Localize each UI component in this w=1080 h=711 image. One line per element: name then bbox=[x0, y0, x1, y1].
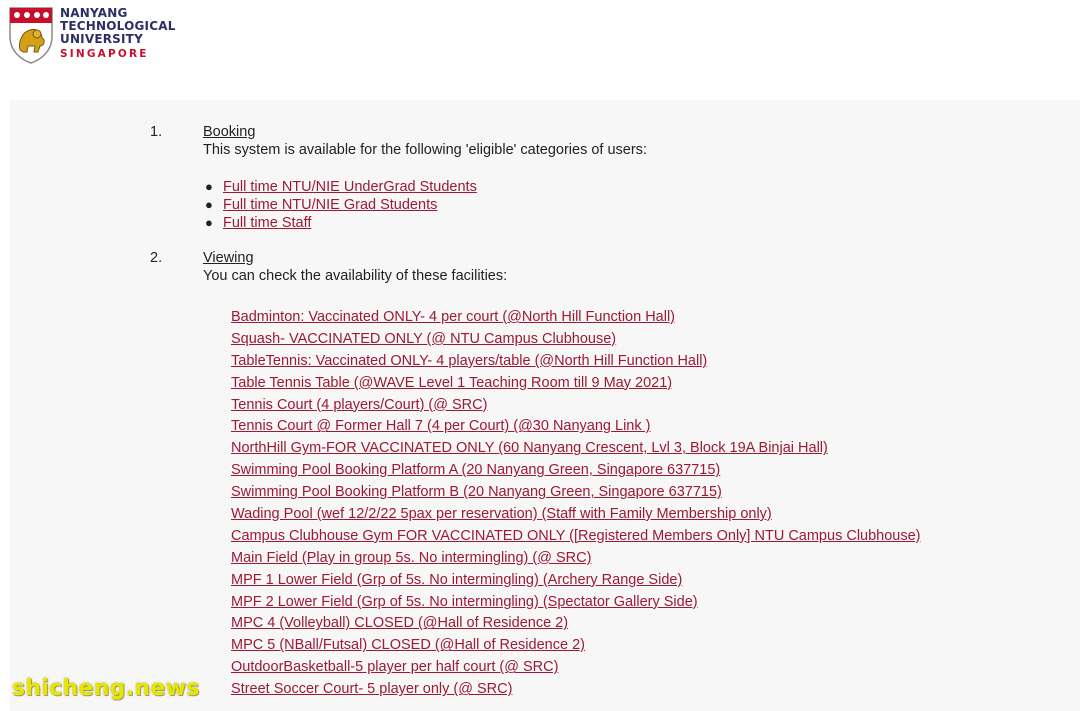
list-item bbox=[231, 438, 921, 460]
booking-section-title: Booking bbox=[203, 124, 256, 140]
facility-link[interactable]: Swimming Pool Booking Platform B (20 Nanyang Green, Singapore 637715) bbox=[231, 484, 722, 501]
list-item bbox=[231, 416, 921, 438]
viewing-section-number: 2. bbox=[150, 250, 163, 266]
list-item bbox=[231, 482, 921, 504]
list-item bbox=[231, 373, 921, 395]
ntu-logo[interactable] bbox=[8, 6, 176, 64]
logo-wordmark bbox=[60, 7, 176, 61]
ntu-crest-icon bbox=[8, 6, 54, 64]
bullet-icon: ● bbox=[205, 179, 213, 194]
list-item bbox=[231, 460, 921, 482]
watermark: shicheng.news bbox=[12, 676, 200, 701]
facility-link[interactable]: Tennis Court @ Former Hall 7 (4 per Court) (@30 Nanyang Link ) bbox=[231, 418, 651, 435]
list-item bbox=[231, 395, 921, 417]
logo-line-2: TECHNOLOGICAL bbox=[60, 19, 176, 33]
facility-link[interactable]: MPC 4 (Volleyball) CLOSED (@Hall of Residence 2) bbox=[231, 615, 569, 632]
logo-line-1: NANYANG bbox=[60, 6, 128, 20]
list-item bbox=[231, 526, 921, 548]
viewing-section-description: You can check the availability of these facilities: bbox=[203, 268, 508, 284]
facility-link[interactable]: MPF 2 Lower Field (Grp of 5s. No intermingling) (Spectator Gallery Side) bbox=[231, 593, 698, 610]
facility-link[interactable]: Street Soccer Court- 5 player only (@ SRC) bbox=[231, 681, 513, 698]
facility-link[interactable]: Swimming Pool Booking Platform A (20 Nanyang Green, Singapore 637715) bbox=[231, 462, 721, 479]
eligible-users-list bbox=[203, 178, 477, 232]
facility-link[interactable]: MPF 1 Lower Field (Grp of 5s. No intermingling) (Archery Range Side) bbox=[231, 571, 683, 588]
list-item bbox=[231, 657, 921, 679]
site-header bbox=[0, 0, 1080, 100]
list-item bbox=[231, 504, 921, 526]
bullet-icon: ● bbox=[205, 215, 213, 230]
facility-link[interactable]: Campus Clubhouse Gym FOR VACCINATED ONLY ([Registered Members Only] NTU Campus Clubhouse) bbox=[231, 527, 921, 544]
user-category-link[interactable]: Full time Staff bbox=[223, 215, 312, 231]
list-item bbox=[231, 679, 921, 701]
list-item bbox=[231, 329, 921, 351]
logo-line-3: UNIVERSITY bbox=[60, 32, 143, 46]
facility-link[interactable]: NorthHill Gym-FOR VACCINATED ONLY (60 Nanyang Crescent, Lvl 3, Block 19A Binjai Hall) bbox=[231, 440, 828, 457]
viewing-section-title: Viewing bbox=[203, 250, 254, 266]
list-item bbox=[203, 178, 477, 196]
facility-link[interactable]: MPC 5 (NBall/Futsal) CLOSED (@Hall of Residence 2) bbox=[231, 637, 585, 654]
list-item bbox=[231, 635, 921, 657]
list-item bbox=[231, 307, 921, 329]
content-panel bbox=[10, 100, 1080, 711]
user-category-link[interactable]: Full time NTU/NIE Grad Students bbox=[223, 197, 438, 213]
facility-link[interactable]: Main Field (Play in group 5s. No intermingling) (@ SRC) bbox=[231, 549, 592, 566]
booking-section-description: This system is available for the following 'eligible' categories of users: bbox=[203, 142, 647, 158]
facility-link[interactable]: Tennis Court (4 players/Court) (@ SRC) bbox=[231, 396, 488, 413]
facilities-list bbox=[231, 307, 921, 701]
list-item bbox=[231, 613, 921, 635]
list-item bbox=[231, 351, 921, 373]
list-item bbox=[203, 214, 477, 232]
facility-link[interactable]: Squash- VACCINATED ONLY (@ NTU Campus Clubhouse) bbox=[231, 330, 617, 347]
list-item bbox=[203, 196, 477, 214]
booking-section-number: 1. bbox=[150, 124, 163, 140]
list-item bbox=[231, 592, 921, 614]
facility-link[interactable]: TableTennis: Vaccinated ONLY- 4 players/table (@North Hill Function Hall) bbox=[231, 352, 708, 369]
list-item bbox=[231, 548, 921, 570]
facility-link[interactable]: Badminton: Vaccinated ONLY- 4 per court (@North Hill Function Hall) bbox=[231, 309, 675, 325]
list-item bbox=[231, 570, 921, 592]
facility-link[interactable]: Wading Pool (wef 12/2/22 5pax per reservation) (Staff with Family Membership only) bbox=[231, 506, 772, 523]
logo-line-4: SINGAPORE bbox=[60, 48, 149, 60]
bullet-icon: ● bbox=[205, 197, 213, 212]
facility-link[interactable]: OutdoorBasketball-5 player per half court (@ SRC) bbox=[231, 659, 559, 676]
facility-link[interactable]: Table Tennis Table (@WAVE Level 1 Teaching Room till 9 May 2021) bbox=[231, 374, 673, 391]
user-category-link[interactable]: Full time NTU/NIE UnderGrad Students bbox=[223, 179, 477, 195]
